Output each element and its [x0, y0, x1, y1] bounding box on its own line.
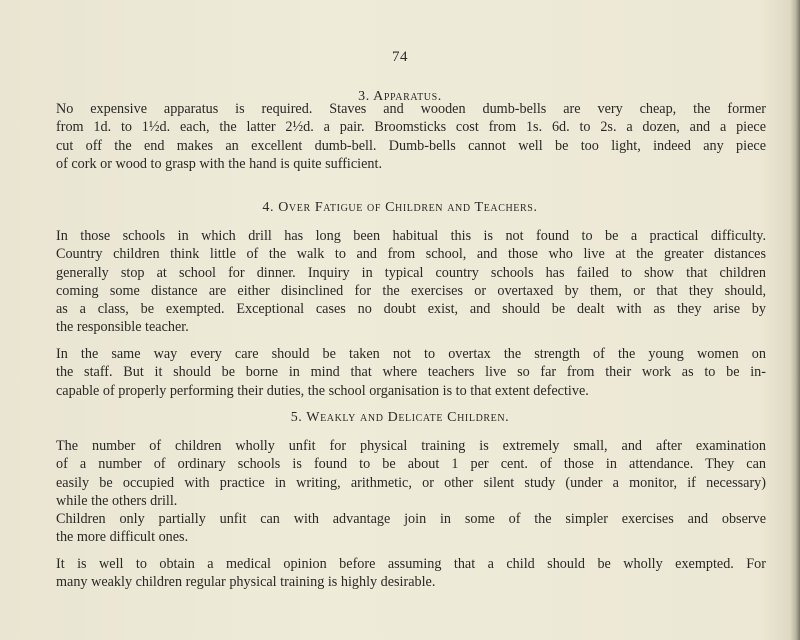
text-line: generally stop at school for dinner. Inquiry in typical country schools has failed to show that children [56, 264, 766, 281]
text-line: while the others drill. [56, 492, 178, 509]
text-line: of cork or wood to grasp with the hand is quite sufficient. [56, 155, 382, 172]
text-line: cut off the end makes an excellent dumb-bell. Dumb-bells cannot well be too light, indeed any piece [56, 137, 766, 154]
text-line: from 1d. to 1½d. each, the latter 2½d. a pair. Broomsticks cost from 1s. 6d. to 2s. a dozen, and a piece [56, 119, 766, 136]
text-line: the more difficult ones. [56, 529, 189, 546]
text-line: No expensive apparatus is required. Staves and wooden dumb-bells are very cheap, the former [56, 101, 766, 117]
section-heading-apparatus: 3. Apparatus. [358, 89, 442, 104]
paragraph-weakly-1 [56, 437, 766, 510]
text-line: easily be occupied with practice in writing, arithmetic, or other silent study (under a monitor, if necessary) [56, 474, 766, 491]
text-line: capable of properly performing their duties, the school organisation is to that extent defective. [56, 382, 589, 399]
text-line: the responsible teacher. [56, 319, 189, 336]
text-line: Country children think little of the walk to and from school, and those who live at the greater distances [56, 246, 766, 263]
text-line: many weakly children regular physical training is highly desirable. [56, 574, 436, 591]
text-line: The number of children wholly unfit for physical training is extremely small, and after examination [56, 438, 766, 454]
text-line: coming some distance are either disinclined for the exercises or overtaxed by them, or that they should, [56, 282, 766, 299]
paragraph-weakly-2 [56, 510, 766, 547]
text-line: Children only partially unfit can with advantage join in some of the simpler exercises and observe [56, 511, 766, 527]
paragraph-weakly-3 [56, 555, 766, 592]
text-line: It is well to obtain a medical opinion before assuming that a child should be wholly exempted. For [56, 556, 766, 572]
paragraph-over-fatigue-2 [56, 345, 766, 400]
section-heading-weakly-children: 5. Weakly and Delicate Children. [290, 410, 510, 425]
section-heading-over-fatigue: 4. Over Fatigue of Children and Teachers. [262, 200, 538, 215]
page-number: 74 [392, 49, 408, 65]
text-line: as a class, be exempted. Exceptional cases no doubt exist, and should be dealt with as they arise by [56, 301, 766, 318]
text-line: In those schools in which drill has long been habitual this is not found to be a practical difficulty. [56, 228, 766, 244]
paragraph-over-fatigue-1 [56, 227, 766, 337]
paragraph-apparatus [56, 100, 766, 173]
text-line: of a number of ordinary schools is found to be about 1 per cent. of those in attendance. They can [56, 456, 766, 473]
text-line: In the same way every care should be taken not to overtax the strength of the young women on [56, 346, 766, 362]
text-line: the staff. But it should be borne in mind that where teachers live so far from their work as to be in- [56, 364, 766, 381]
